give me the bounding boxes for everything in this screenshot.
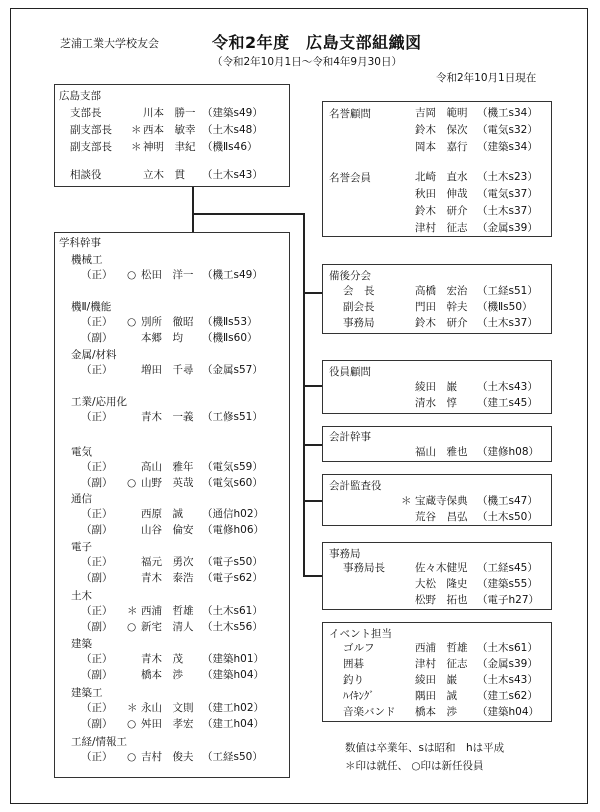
- branch-title: 広島支部: [59, 90, 101, 102]
- branch-member-row: 副支部長 ＊ 神明 聿紀 （機Ⅱs46）: [70, 141, 258, 153]
- faculty-member-row: （正） ○ 松田 洋一 （機工s49）: [81, 269, 263, 281]
- officer-advisor-row: 清水 惇 （建工s45）: [415, 397, 538, 409]
- legend-note: ＊印は就任、 ○印は新任役員: [345, 760, 484, 772]
- connector-accounting: [303, 444, 323, 446]
- secretariat-member-row: 事務局長 佐々木健児 （工経s45）: [343, 562, 538, 574]
- branch-member-row: 相談役 立木 貫 （土木s43）: [70, 169, 263, 181]
- connector-horizontal: [192, 213, 304, 215]
- faculty-member-row: （副） 本郷 均 （機Ⅱs60）: [81, 332, 258, 344]
- faculty-title: 学科幹事: [59, 237, 101, 249]
- bingo-member-row: 会 長 高橋 宏治 （工経s51）: [343, 285, 538, 297]
- faculty-member-row: （正） 福元 勇次 （電子s50）: [81, 556, 263, 568]
- faculty-member-row: （副） ○ 山野 英哉 （電気s60）: [81, 477, 263, 489]
- faculty-group-name: 機Ⅱ/機能: [71, 301, 112, 313]
- connector-secretariat: [303, 575, 323, 577]
- faculty-member-row: （副） 橋本 渉 （建築h04）: [81, 669, 265, 681]
- secretariat-member-row: 松野 拓也 （電子h27）: [415, 594, 540, 606]
- accounting-member-row: 福山 雅也 （建修h08）: [415, 446, 540, 458]
- officer-advisors-title: 役員顧問: [329, 366, 371, 378]
- honorary-member-row: 北崎 直水 （土木s23）: [415, 171, 538, 183]
- faculty-group-name: 電子: [71, 541, 92, 553]
- honorary-advisor-row: 吉岡 範明 （機工s34）: [415, 107, 538, 119]
- officer-advisor-row: 綾田 巌 （土木s43）: [415, 381, 538, 393]
- faculty-group-name: 建築: [71, 638, 92, 650]
- event-row: ゴルフ 西浦 哲雄 （土木s61）: [343, 642, 538, 654]
- faculty-member-row: （正） 高山 雅年 （電気s59）: [81, 461, 263, 473]
- connector-officer-advisors: [303, 385, 323, 387]
- secretariat-title: 事務局: [329, 548, 361, 560]
- faculty-member-row: （副） ○ 新宅 清人 （土木s56）: [81, 621, 263, 633]
- bingo-branch-box: [322, 264, 552, 334]
- faculty-member-row: （正） ○ 吉村 俊夫 （工経s50）: [81, 751, 263, 763]
- branch-member-row: 副支部長 ＊ 西本 敏幸 （土木s48）: [70, 124, 263, 136]
- connector-left-trunk: [192, 187, 194, 232]
- faculty-group-name: 工業/応用化: [71, 396, 128, 408]
- connector-right-trunk: [303, 213, 305, 576]
- legend-note: 数値は卒業年、sは昭和 hは平成: [345, 742, 505, 754]
- faculty-secretaries-box: [54, 232, 290, 778]
- faculty-group-name: 機械工: [71, 254, 103, 266]
- honorary-member-label: 名誉会員: [329, 172, 371, 184]
- faculty-group-name: 電気: [71, 446, 92, 458]
- accounting-box: [322, 426, 552, 462]
- faculty-member-row: （正） 西原 誠 （通信h02）: [81, 508, 265, 520]
- faculty-group-name: 建築工: [71, 687, 103, 699]
- event-row: 釣り 綾田 巌 （土木s43）: [343, 674, 538, 686]
- event-row: 囲碁 津村 征志 （金属s39）: [343, 658, 538, 670]
- honorary-member-row: 秋田 伸哉 （電気s37）: [415, 188, 538, 200]
- faculty-member-row: （副） 山谷 倫安 （電修h06）: [81, 524, 265, 536]
- events-box: [322, 622, 552, 722]
- bingo-title: 備後分会: [329, 270, 371, 282]
- honorary-advisor-label: 名誉顧問: [329, 108, 371, 120]
- faculty-member-row: （正） 青木 一義 （工修s51）: [81, 411, 263, 423]
- auditors-title: 会計監査役: [329, 480, 382, 492]
- auditor-row: 荒谷 昌弘 （土木s50）: [415, 511, 538, 523]
- secretariat-member-row: 大松 隆史 （建築s55）: [415, 578, 538, 590]
- branch-member-row: 支部長 川本 勝一 （建築s49）: [70, 107, 263, 119]
- faculty-group-name: 金属/材料: [71, 349, 117, 361]
- faculty-member-row: （副） 青木 泰浩 （電子s62）: [81, 572, 263, 584]
- organization-name: 芝浦工業大学校友会: [60, 37, 159, 50]
- connector-bingo: [303, 292, 323, 294]
- faculty-member-row: （正） ○ 別所 徹昭 （機Ⅱs53）: [81, 316, 258, 328]
- events-title: イベント担当: [329, 628, 392, 640]
- faculty-group-name: 土木: [71, 590, 92, 602]
- faculty-member-row: （正） 青木 茂 （建築h01）: [81, 653, 265, 665]
- faculty-member-row: （正） ＊ 西浦 哲雄 （土木s61）: [81, 605, 263, 617]
- bingo-member-row: 事務局 鈴木 研介 （土木s37）: [343, 317, 538, 329]
- honorary-box: [322, 101, 552, 237]
- event-row: ﾊｲｷﾝｸﾞ 隅田 誠 （建工s62）: [343, 690, 538, 702]
- faculty-member-row: （副） ○ 舛田 孝宏 （建工h04）: [81, 718, 265, 730]
- honorary-advisor-row: 鈴木 保次 （電気s32）: [415, 124, 538, 136]
- as-of-date: 令和2年10月1日現在: [436, 72, 537, 84]
- faculty-member-row: （正） ＊ 永山 文則 （建工h02）: [81, 702, 265, 714]
- honorary-member-row: 津村 征志 （金属s39）: [415, 222, 538, 234]
- branch-officers-box: [54, 84, 290, 187]
- honorary-advisor-row: 岡本 嘉行 （建築s34）: [415, 141, 538, 153]
- auditors-box: [322, 474, 552, 526]
- faculty-member-row: （正） 増田 千尋 （金属s57）: [81, 364, 263, 376]
- faculty-group-name: 工経/情報工: [71, 736, 128, 748]
- faculty-group-name: 通信: [71, 493, 92, 505]
- auditor-row: ＊ 宝蔵寺保典 （機工s47）: [401, 495, 538, 507]
- honorary-member-row: 鈴木 研介 （土木s37）: [415, 205, 538, 217]
- event-row: 音楽バンド 橋本 渉 （建築h04）: [343, 706, 540, 718]
- officer-advisors-box: [322, 360, 552, 414]
- secretariat-box: [322, 542, 552, 610]
- term-period: （令和2年10月1日～令和4年9月30日）: [212, 56, 402, 68]
- connector-auditors: [303, 500, 323, 502]
- page-title: 令和2年度 広島支部組織図: [212, 33, 422, 52]
- accounting-title: 会計幹事: [329, 431, 371, 443]
- bingo-member-row: 副会長 門田 幹夫 （機Ⅱs50）: [343, 301, 533, 313]
